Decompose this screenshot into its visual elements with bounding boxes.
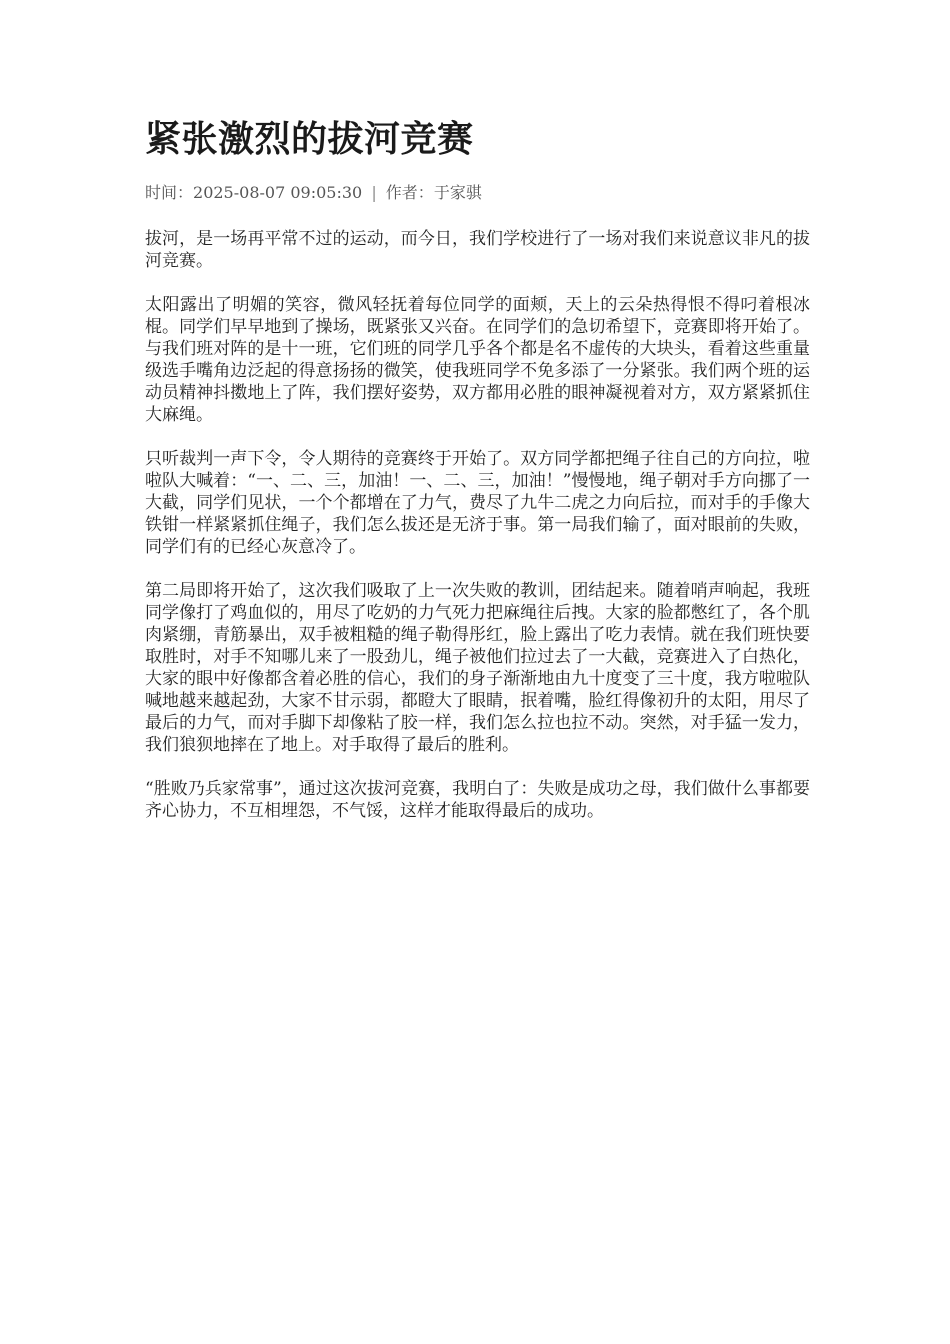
time-label: 时间：: [145, 183, 194, 202]
paragraph: 第二局即将开始了，这次我们吸取了上一次失败的教训，团结起来。随着哨声响起，我班同学像打了鸡血似的，用尽了吃奶的力气死力把麻绳往后拽。大家的脸都憋红了，各个肌肉紧绷，青筋暴出，双手被粗糙的绳子勒得彤红，脸上露出了吃力表情。就在我们班快要取胜时，对手不知哪儿来了一股劲儿，绳子被他们拉过去了一大截，竞赛进入了白热化，大家的眼中好像都含着必胜的信心，我们的身子渐渐地由九十度变了三十度，我方啦啦队喊地越来越起劲，大家不甘示弱，都瞪大了眼睛，抿着嘴，脸红得像初升的太阳，用尽了最后的力气，而对手脚下却像粘了胶一样，我们怎么拉也拉不动。突然，对手猛一发力，我们狼狈地摔在了地上。对手取得了最后的胜利。: [145, 581, 810, 755]
paragraph: “胜败乃兵家常事”，通过这次拔河竞赛，我明白了：失败是成功之母，我们做什么事都要齐心协力，不互相埋怨，不气馁，这样才能取得最后的成功。: [145, 779, 810, 821]
paragraph: 太阳露出了明媚的笑容，微风轻抚着每位同学的面颊，天上的云朵热得恨不得叼着根冰棍。同学们早早地到了操场，既紧张又兴奋。在同学们的急切希望下，竞赛即将开始了。与我们班对阵的是十一班，它们班的同学几乎各个都是名不虚传的大块头，看着这些重量级选手嘴角边泛起的得意扬扬的微笑，使我班同学不免多添了一分紧张。我们两个班的运动员精神抖擞地上了阵，我们摆好姿势，双方都用必胜的眼神凝视着对方，双方紧紧抓住大麻绳。: [145, 295, 810, 425]
paragraph: 只听裁判一声下令，令人期待的竞赛终于开始了。双方同学都把绳子往自己的方向拉，啦啦队大喊着：“一、二、三，加油！一、二、三，加油！”慢慢地，绳子朝对手方向挪了一大截，同学们见状，一个个都增在了力气，费尽了九牛二虎之力向后拉，而对手的手像大铁钳一样紧紧抓住绳子，我们怎么拔还是无济于事。第一局我们输了，面对眼前的失败，同学们有的已经心灰意冷了。: [145, 449, 810, 557]
publish-time: 2025-08-07 09:05:30: [193, 183, 363, 202]
author-label: 作者：: [385, 183, 434, 202]
author-name: 于家骐: [433, 183, 482, 202]
article-title: 紧张激烈的拔河竞赛: [145, 118, 474, 160]
article-meta: [145, 182, 810, 204]
paragraph: 拔河，是一场再平常不过的运动，而今日，我们学校进行了一场对我们来说意议非凡的拔河竞赛。: [145, 229, 810, 271]
meta-separator: |: [371, 183, 377, 202]
article-body: [145, 228, 810, 822]
article: [145, 112, 810, 844]
